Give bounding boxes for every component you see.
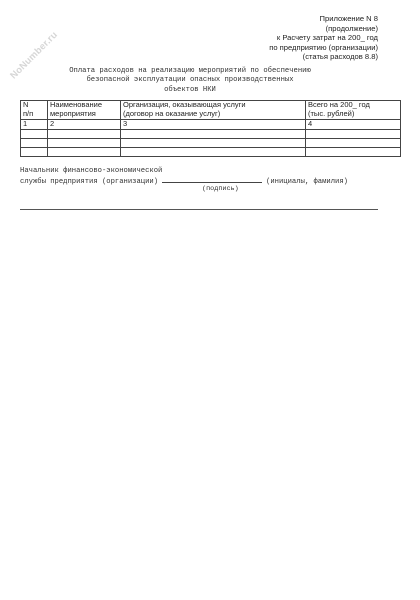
signature-name-label: (инициалы, фамилия) bbox=[266, 178, 348, 187]
table-cell bbox=[21, 129, 48, 138]
header-text: п/п bbox=[23, 108, 34, 118]
signature-field bbox=[162, 176, 262, 183]
title-line: объектов НКИ bbox=[164, 85, 216, 94]
table-cell bbox=[48, 147, 121, 156]
header-text: Наименование bbox=[50, 100, 102, 109]
header-text: Всего на 200_ год bbox=[308, 100, 370, 109]
title-line: безопасной эксплуатации опасных производственных bbox=[86, 76, 294, 85]
header-text: мероприятия bbox=[50, 108, 96, 118]
signature-caption: (подпись) bbox=[202, 185, 239, 193]
column-number: 4 bbox=[306, 120, 401, 130]
title-line: Оплата расходов на реализацию мероприятий по обеспечению bbox=[69, 67, 311, 75]
signature-line-1: Начальник финансово-экономической bbox=[20, 167, 163, 175]
bottom-divider bbox=[20, 209, 378, 210]
column-number: 2 bbox=[48, 120, 121, 130]
header-text: (договор на оказание услуг) bbox=[123, 108, 221, 118]
table-cell bbox=[306, 138, 401, 147]
appendix-header bbox=[269, 14, 378, 62]
column-numbers-row bbox=[21, 120, 401, 130]
table-cell bbox=[306, 129, 401, 138]
column-number: 3 bbox=[121, 120, 306, 130]
signature-block bbox=[20, 167, 348, 188]
table-header-row bbox=[21, 101, 401, 120]
header-line: к Расчету затрат на 200_ год bbox=[276, 33, 378, 43]
expenses-table bbox=[20, 100, 401, 157]
document-title bbox=[40, 67, 340, 95]
table-cell bbox=[48, 138, 121, 147]
header-line: Приложение N 8 bbox=[319, 14, 378, 23]
table-cell bbox=[306, 147, 401, 156]
column-header-total bbox=[306, 101, 401, 120]
table-row bbox=[21, 147, 401, 156]
column-header-number bbox=[21, 101, 48, 120]
table-cell bbox=[21, 147, 48, 156]
table-cell bbox=[48, 129, 121, 138]
table-cell bbox=[121, 138, 306, 147]
column-header-organization bbox=[121, 101, 306, 120]
header-line: (статья расходов 8.8) bbox=[302, 52, 378, 62]
header-line: (продолжение) bbox=[325, 23, 378, 33]
header-line: по предприятию (организации) bbox=[269, 42, 378, 52]
column-header-name bbox=[48, 101, 121, 120]
watermark: NoNumber.ru bbox=[8, 29, 61, 82]
signature-line-2 bbox=[20, 176, 348, 187]
header-text: (тыс. рублей) bbox=[308, 108, 355, 118]
header-text: N bbox=[23, 100, 29, 109]
table-cell bbox=[121, 129, 306, 138]
table-cell bbox=[21, 138, 48, 147]
signature-position: службы предприятия (организации) bbox=[20, 178, 159, 187]
table-row bbox=[21, 138, 401, 147]
header-text: Организация, оказывающая услуги bbox=[123, 100, 246, 109]
column-number: 1 bbox=[21, 120, 48, 130]
table-row bbox=[21, 129, 401, 138]
table-cell bbox=[121, 147, 306, 156]
